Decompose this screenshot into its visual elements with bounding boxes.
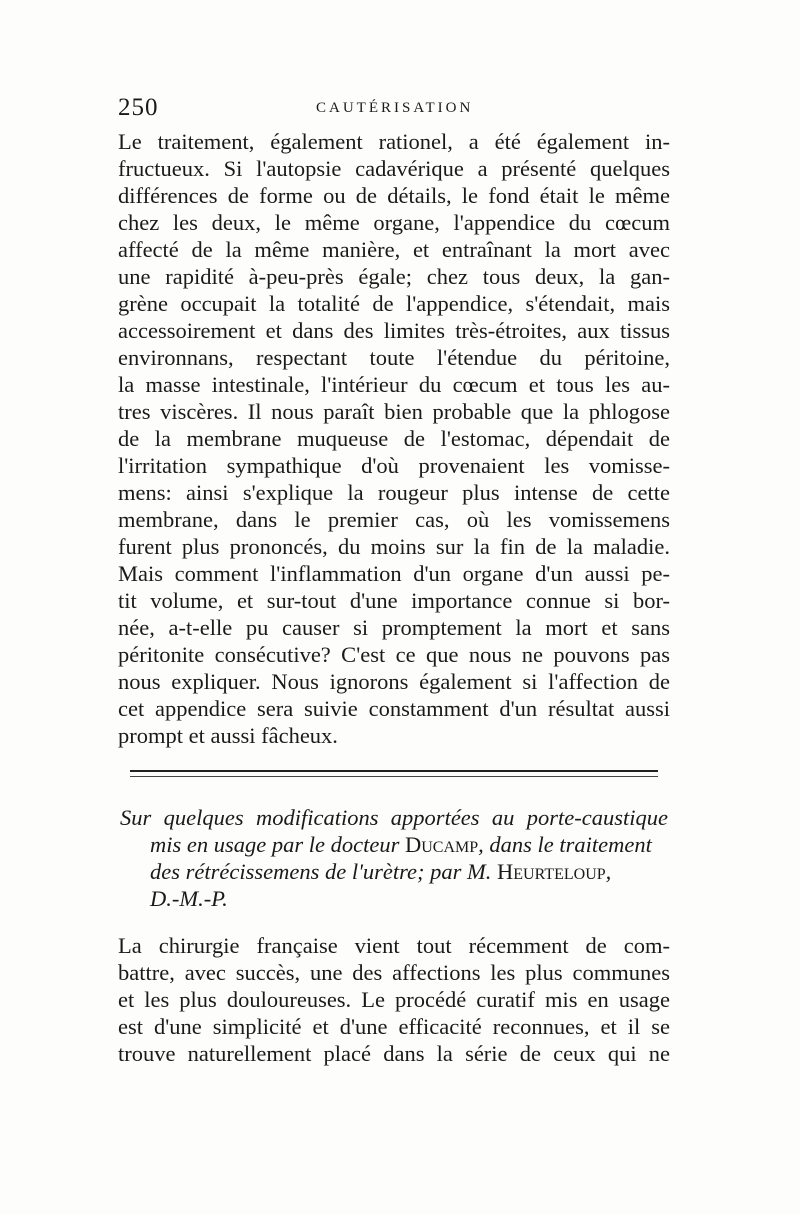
paragraph-line: une rapidité à-peu-près égale; chez tous deux, la gan- — [118, 264, 670, 289]
author-name-ducamp: Ducamp — [404, 832, 479, 857]
paragraph-line: nous expliquer. Nous ignorons également si l'affection de — [118, 669, 670, 694]
paragraph-line: La chirurgie française vient tout récemment de com- — [118, 933, 670, 958]
paragraph-line: et les plus douloureuses. Le procédé curatif mis en usage — [118, 987, 670, 1012]
title-text: , — [605, 859, 612, 884]
paragraph-line: chez les deux, le même organe, l'appendice du cœcum — [118, 210, 670, 235]
paragraph-line: tit volume, et sur-tout d'une importance connue si bor- — [118, 588, 670, 613]
paragraph-line: née, a-t-elle pu causer si promptement la mort et sans — [118, 615, 670, 640]
paragraph-line: tres viscères. Il nous paraît bien probable que la phlogose — [118, 399, 670, 424]
paragraph-line: environnans, respectant toute l'étendue du péritoine, — [118, 345, 670, 370]
paragraph-line: trouve naturellement placé dans la série de ceux qui ne — [118, 1041, 670, 1066]
article-title-line: Sur quelques modifications apportées au porte-caustique — [120, 805, 668, 830]
paragraph-line: accessoirement et dans des limites très-étroites, aux tissus — [118, 318, 670, 343]
title-text: des rétrécissemens de l'urètre; par M. — [150, 859, 498, 884]
paragraph-line: grène occupait la totalité de l'appendice, s'étendait, mais — [118, 291, 670, 316]
title-text: , dans le traitement — [478, 832, 652, 857]
article-title-line — [150, 858, 670, 885]
paragraph-line: la masse intestinale, l'intérieur du cœcum et tous les au- — [118, 372, 670, 397]
paragraph-line: l'irritation sympathique d'où provenaient les vomisse- — [118, 453, 670, 478]
section-divider — [130, 770, 658, 772]
paragraph-line: membrane, dans le premier cas, où les vomissemens — [118, 507, 670, 532]
paragraph-line: prompt et aussi fâcheux. — [118, 723, 338, 748]
paragraph-line: affecté de la même manière, et entraînant la mort avec — [118, 237, 670, 262]
paragraph-line: est d'une simplicité et d'une efficacité reconnues, et il se — [118, 1014, 670, 1039]
paragraph-line: cet appendice sera suivie constamment d'un résultat aussi — [118, 696, 670, 721]
page-number: 250 — [118, 94, 159, 121]
paragraph-line: fructueux. Si l'autopsie cadavérique a présenté quelques — [118, 156, 670, 181]
author-credentials: D.-M.-P. — [150, 886, 228, 911]
article-title-line — [150, 831, 670, 858]
paragraph-line: différences de forme ou de détails, le fond était le même — [118, 183, 670, 208]
paragraph-line: péritonite consécutive? C'est ce que nous ne pouvons pas — [118, 642, 670, 667]
paragraph-line: Mais comment l'inflammation d'un organe d'un aussi pe- — [118, 561, 670, 586]
paragraph-line: Le traitement, également rationel, a été également in- — [118, 129, 670, 154]
page-header — [118, 94, 670, 124]
paragraph-line: battre, avec succès, une des affections les plus communes — [118, 960, 670, 985]
paragraph-line: mens: ainsi s'explique la rougeur plus intense de cette — [118, 480, 670, 505]
paragraph-line: furent plus prononcés, du moins sur la fin de la maladie. — [118, 534, 670, 559]
title-text: mis en usage par le docteur — [150, 832, 405, 857]
author-name-heurteloup: Heurteloup — [497, 859, 606, 884]
running-head: CAUTÉRISATION — [316, 100, 474, 116]
paragraph-line: de la membrane muqueuse de l'estomac, dépendait de — [118, 426, 670, 451]
section-divider-thin — [130, 776, 658, 777]
